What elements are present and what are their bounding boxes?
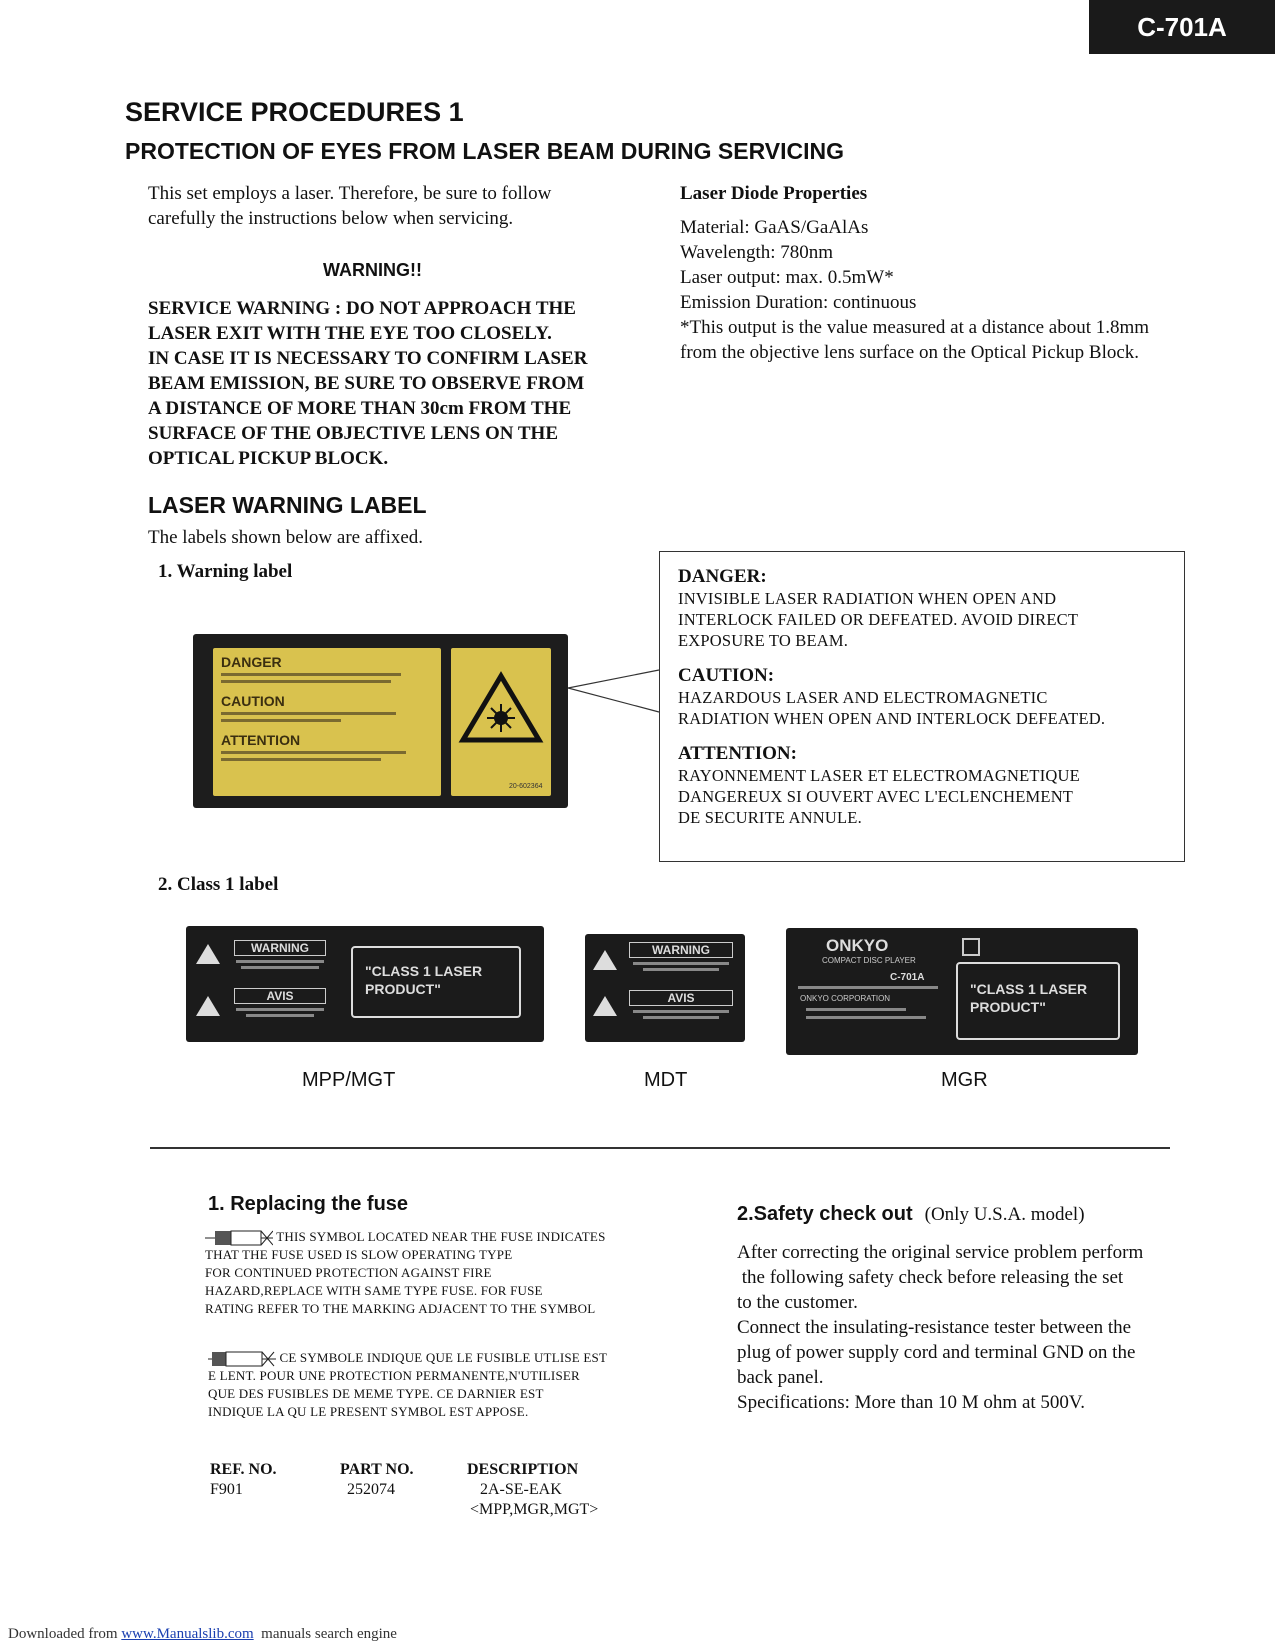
safety-body: After correcting the original service problem perform the following safety check before releasing the set to the customer. Connect the insulating-resistance tester between the plug of power supply cord and terminal GND on the back panel. Specifications: More than 10 M ohm at 500V. xyxy=(737,1242,1144,1413)
table-cell-description: 2A-SE-EAK xyxy=(480,1481,562,1498)
warning-label-caption: 1. Warning label xyxy=(158,561,293,582)
class1-label-mgr xyxy=(786,928,1138,1055)
warning-label-text-panel xyxy=(213,648,441,796)
fuse-notice-french: CE SYMBOLE INDIQUE QUE LE FUSIBLE UTLISE EST E LENT. POUR UNE PROTECTION PERMANENTE,N'UTILISER QUE DES FUSIBLES DE MEME TYPE. CE DARNIER EST INDIQUE LA QU LE PRESENT SYMBOL EST APPOSE. xyxy=(208,1350,608,1420)
safety-note: (Only U.S.A. model) xyxy=(924,1204,1085,1225)
label-attention-word: ATTENTION xyxy=(221,732,301,748)
electric-shock-icon xyxy=(196,944,220,964)
table-cell-models: <MPP,MGR,MGT> xyxy=(470,1501,599,1518)
laser-hazard-icon xyxy=(451,648,551,796)
fuse-notice-english: THIS SYMBOL LOCATED NEAR THE FUSE INDICATES THAT THE FUSE USED IS SLOW OPERATING TYPE FOR CONTINUED PROTECTION AGAINST FIRE HAZARD,REPLACE WITH SAME TYPE FUSE. FOR FUSE RATING REFER TO THE MARKING ADJACENT TO THE SYMBOL xyxy=(205,1229,606,1317)
intro-text: This set employs a laser. Therefore, be sure to follow carefully the instructions below when servicing. xyxy=(148,183,552,229)
callout-lines xyxy=(568,650,663,730)
danger-text-box: DANGER: INVISIBLE LASER RADIATION WHEN OPEN AND INTERLOCK FAILED OR DEFEATED. AVOID DIRECT EXPOSURE TO BEAM. CAUTION: HAZARDOUS LASER AND ELECTROMAGNETIC RADIATION WHEN OPEN AND INTERLOCK DEFEATED. ATTENTION: RAYONNEMENT LASER ET ELECTROMAGNETIQUE DANGEREUX SI OUVERT AVEC L'ECLENCHEMENT DE SECURITE ANNULE. xyxy=(659,551,1185,862)
fuse-heading: 1. Replacing the fuse xyxy=(208,1193,409,1215)
laser-warning-label-heading: LASER WARNING LABEL xyxy=(148,492,427,518)
label-avis-word: AVIS xyxy=(234,988,326,1004)
caution-triangle-icon xyxy=(196,996,220,1016)
model-badge: C-701A xyxy=(1089,0,1275,54)
caption-mpp-mgt: MPP/MGT xyxy=(302,1069,396,1091)
table-header-part: PART NO. xyxy=(340,1461,414,1478)
table-header-description: DESCRIPTION xyxy=(467,1461,579,1478)
class1-label-mpp-mgt xyxy=(186,926,544,1042)
caption-mdt: MDT xyxy=(644,1069,688,1091)
attention-title: ATTENTION: xyxy=(678,743,797,764)
device-type-text: COMPACT DISC PLAYER xyxy=(822,956,916,965)
svg-text:20-602364: 20-602364 xyxy=(509,783,543,790)
page-title: SERVICE PROCEDURES 1 xyxy=(125,97,464,127)
table-cell-ref: F901 xyxy=(210,1481,243,1498)
table-header-ref: REF. NO. xyxy=(210,1461,277,1478)
safety-heading-row xyxy=(737,1203,1085,1226)
label-avis-word: AVIS xyxy=(629,990,733,1006)
label-warning-word: WARNING xyxy=(234,940,326,956)
class1-product-text: "CLASS 1 LASER PRODUCT" xyxy=(351,946,521,1018)
caution-triangle-icon xyxy=(593,996,617,1016)
maker-text: ONKYO CORPORATION xyxy=(800,994,891,1003)
slow-blow-fuse-icon xyxy=(205,1230,273,1246)
electric-shock-icon xyxy=(593,950,617,970)
class1-label-caption: 2. Class 1 label xyxy=(158,874,279,895)
caution-title: CAUTION: xyxy=(678,665,775,686)
label-model-text: C-701A xyxy=(890,972,925,983)
warning-label-image xyxy=(193,634,568,808)
page-subtitle: PROTECTION OF EYES FROM LASER BEAM DURING SERVICING xyxy=(125,138,845,164)
table-cell-part: 252074 xyxy=(347,1481,395,1498)
laser-hazard-panel xyxy=(451,648,551,796)
slow-blow-fuse-icon xyxy=(208,1351,276,1367)
warning-heading: WARNING!! xyxy=(323,260,422,280)
footer: Downloaded from www.Manualslib.com manuals search engine xyxy=(8,1626,397,1642)
class1-label-mdt xyxy=(585,934,745,1042)
label-caution-word: CAUTION xyxy=(221,693,285,709)
label-danger-word: DANGER xyxy=(221,654,282,670)
label-warning-word: WARNING xyxy=(629,942,733,958)
laser-diode-properties: Material: GaAS/GaAlAs Wavelength: 780nm Laser output: max. 0.5mW* Emission Duration: continuous *This output is the value measured at a distance about 1.8mm from the objective lens surface on the Optical Pickup Block. xyxy=(680,217,1150,363)
warning-body: SERVICE WARNING : DO NOT APPROACH THE LASER EXIT WITH THE EYE TOO CLOSELY. IN CASE IT IS NECESSARY TO CONFIRM LASER BEAM EMISSION, BE SURE TO OBSERVE FROM A DISTANCE OF MORE THAN 30cm FROM THE SURFACE OF THE OBJECTIVE LENS ON THE OPTICAL PICKUP BLOCK. xyxy=(148,298,588,469)
labels-affixed-text: The labels shown below are affixed. xyxy=(148,527,424,548)
double-insulation-icon xyxy=(962,938,980,956)
danger-title: DANGER: xyxy=(678,566,767,587)
section-divider xyxy=(150,1147,1170,1149)
manualslib-link[interactable]: www.Manualslib.com xyxy=(121,1626,254,1642)
caption-mgr: MGR xyxy=(941,1069,988,1091)
laser-diode-heading: Laser Diode Properties xyxy=(680,183,868,204)
safety-heading: 2.Safety check out xyxy=(737,1203,913,1225)
onkyo-logo-text: ONKYO xyxy=(826,936,889,955)
class1-product-text: "CLASS 1 LASER PRODUCT" xyxy=(956,962,1120,1040)
